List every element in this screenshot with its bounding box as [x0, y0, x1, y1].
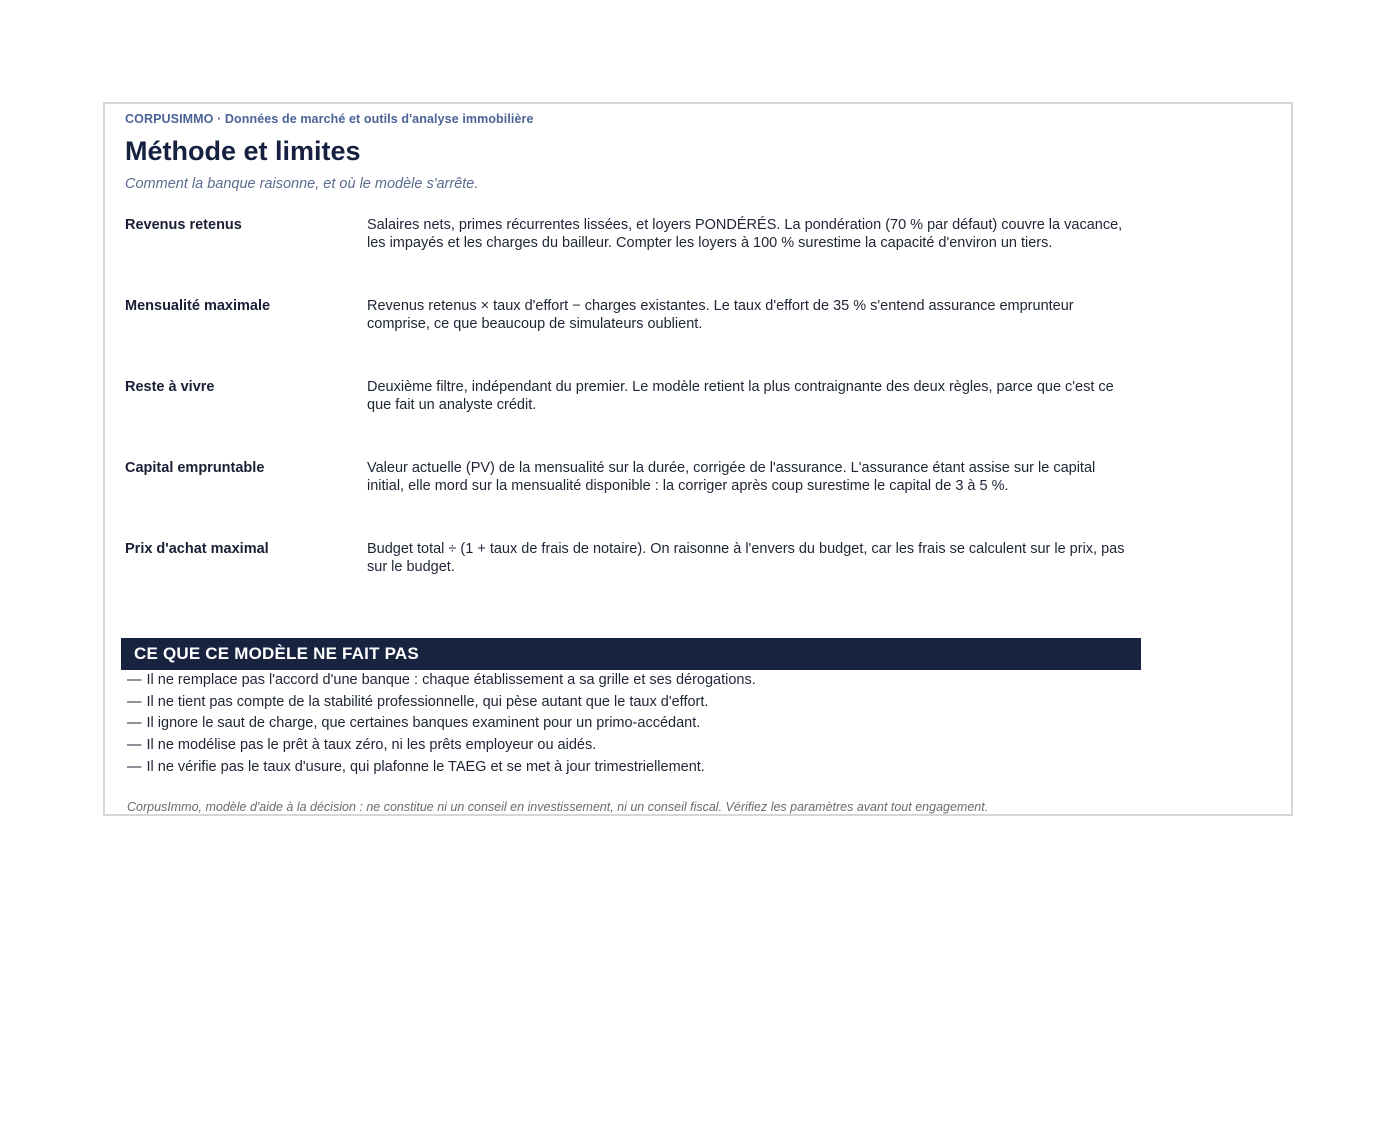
page-title: Méthode et limites: [125, 136, 361, 166]
method-row-label: Mensualité maximale: [125, 298, 271, 314]
footer-disclaimer: CorpusImmo, modèle d'aide à la décision : ne constitue ni un conseil en investissement, ni un conseil fiscal. Vérifiez les paramètres avant tout engagement.: [127, 800, 989, 814]
limit-item: [127, 757, 1127, 779]
page-subtitle: Comment la banque raisonne, et où le modèle s'arrête.: [125, 176, 479, 192]
method-row: [125, 460, 1145, 541]
limits-list: [127, 670, 1127, 778]
method-row-text: Deuxième filtre, indépendant du premier. Le modèle retient la plus contraignante des deux règles, parce que c'est ce que fait un analyste crédit.: [367, 379, 1114, 413]
method-row: [125, 379, 1145, 460]
method-row: [125, 217, 1145, 298]
limit-text: Il ne remplace pas l'accord d'une banque : chaque établissement a sa grille et ses dérogations.: [146, 672, 756, 688]
limit-item: [127, 713, 1127, 735]
limit-item: [127, 670, 1127, 692]
limit-text: Il ne modélise pas le prêt à taux zéro, ni les prêts employeur ou aidés.: [146, 737, 597, 754]
method-row-label: Prix d'achat maximal: [125, 541, 269, 557]
method-row-text: Budget total ÷ (1 + taux de frais de notaire). On raisonne à l'envers du budget, car les frais se calculent sur le prix, pas sur le budget.: [367, 541, 1125, 575]
dash-bullet: —: [127, 693, 142, 710]
dash-bullet: —: [127, 715, 142, 732]
method-row: [125, 298, 1145, 379]
method-row-label: Capital empruntable: [125, 460, 265, 476]
limit-text: Il ignore le saut de charge, que certaines banques examinent pour un primo-accédant.: [146, 715, 701, 732]
method-row-label: Revenus retenus: [125, 217, 242, 233]
limit-item: [127, 735, 1127, 757]
method-sheet: [103, 102, 1293, 816]
dash-bullet: —: [127, 758, 142, 775]
method-row-label: Reste à vivre: [125, 379, 215, 395]
method-row-text: Valeur actuelle (PV) de la mensualité sur la durée, corrigée de l'assurance. L'assurance étant assise sur le capital initial, elle mord sur la mensualité disponible : la corriger après coup surestime le capital de 3 à 5 %.: [367, 460, 1096, 494]
limit-text: Il ne tient pas compte de la stabilité professionnelle, qui pèse autant que le taux d'effort.: [146, 693, 709, 710]
limits-heading: CE QUE CE MODÈLE NE FAIT PAS: [121, 638, 1141, 670]
method-row: [125, 541, 1145, 622]
method-row-text: Salaires nets, primes récurrentes lissées, et loyers PONDÉRÉS. La pondération (70 % par défaut) couvre la vacance, les impayés et les charges du bailleur. Compter les loyers à 100 % surestime la capacité d'environ un tiers.: [367, 217, 1123, 251]
dash-bullet: —: [127, 737, 142, 754]
limit-item: [127, 692, 1127, 714]
limit-text: Il ne vérifie pas le taux d'usure, qui plafonne le TAEG et se met à jour trimestriellement.: [146, 758, 705, 775]
method-table: [125, 217, 1145, 622]
dash-bullet: —: [127, 672, 142, 688]
brand-line: CORPUSIMMO · Données de marché et outils d'analyse immobilière: [125, 112, 534, 126]
method-row-text: Revenus retenus × taux d'effort − charges existantes. Le taux d'effort de 35 % s'entend assurance emprunteur comprise, ce que beaucoup de simulateurs oublient.: [367, 298, 1074, 332]
